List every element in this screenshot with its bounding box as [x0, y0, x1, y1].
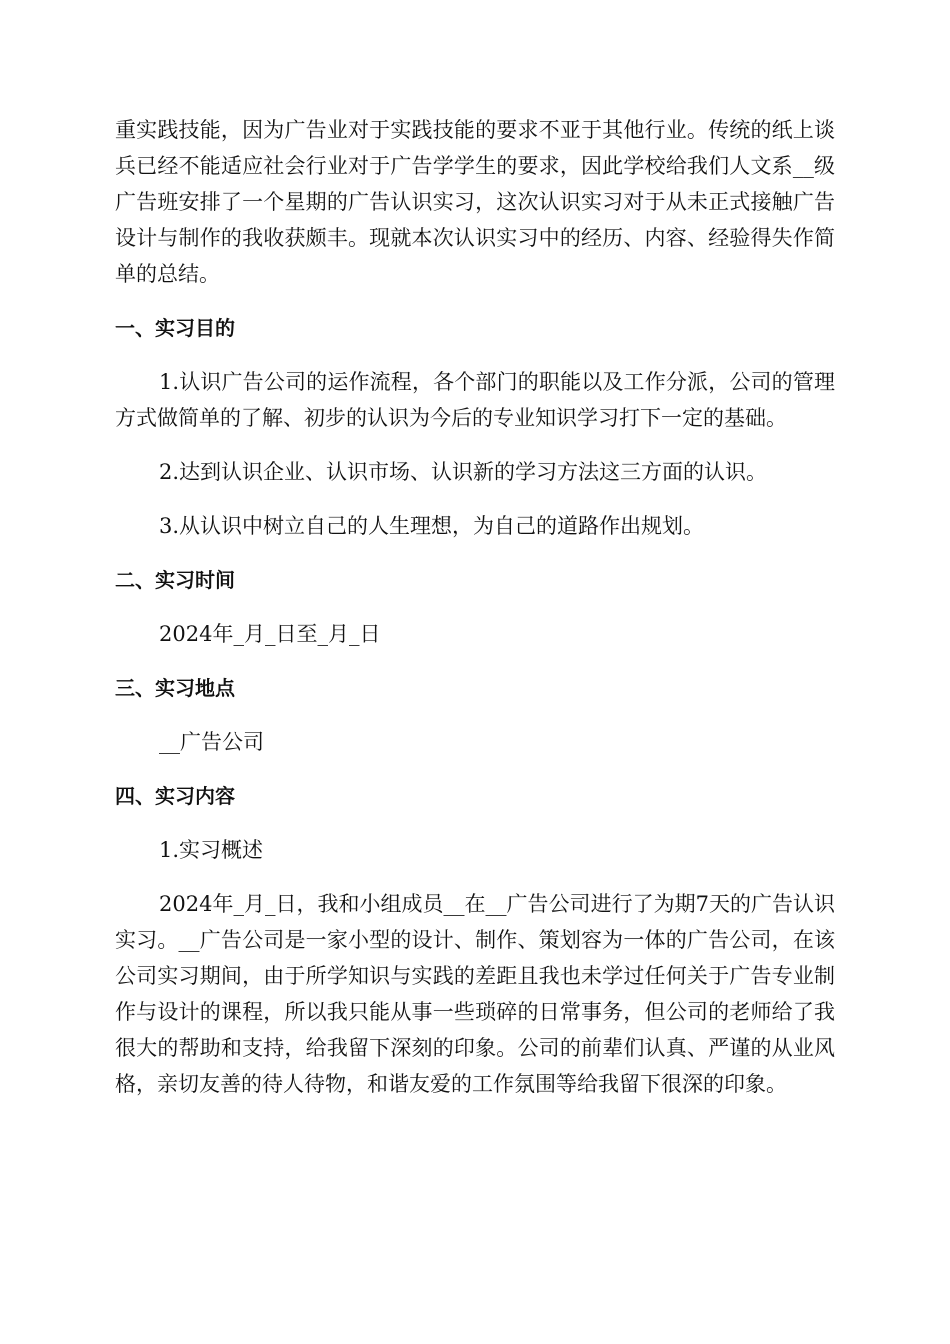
internship-time-text: 2024年_月_日至_月_日 [159, 622, 381, 646]
content-subheading: 1.实习概述 [159, 838, 264, 862]
purpose-item-2: 2.达到认识企业、认识市场、认识新的学习方法这三方面的认识。 [159, 460, 768, 484]
section-heading-content: 四、实习内容 [115, 784, 235, 808]
internship-location-text: __广告公司 [159, 730, 264, 754]
content-overview-paragraph: 2024年_月_日，我和小组成员__在__广告公司进行了为期7天的广告认识实习。__广告公司是一家小型的设计、制作、策划容为一体的广告公司，在该公司实习期间，由于所学知识与实践的差距且我也未学过任何关于广告专业制作与设计的课程，所以我只能从事一些琐碎的日常事务，但公司的老师给了我很大的帮助和支持，给我留下深刻的印象。公司的前辈们认真、严谨的从业风格，亲切友善的待人待物，和谐友爱的工作氛围等给我留下很深的印象。 [115, 892, 835, 1096]
intro-paragraph: 重实践技能，因为广告业对于实践技能的要求不亚于其他行业。传统的纸上谈兵已经不能适应社会行业对于广告学学生的要求，因此学校给我们人文系__级广告班安排了一个星期的广告认识实习，这次认识实习对于从未正式接触广告设计与制作的我收获颇丰。现就本次认识实习中的经历、内容、经验得失作简单的总结。 [115, 118, 835, 286]
document-page [115, 112, 835, 1102]
section-heading-location: 三、实习地点 [115, 676, 235, 700]
section-heading-purpose: 一、实习目的 [115, 316, 235, 340]
purpose-item-1: 1.认识广告公司的运作流程，各个部门的职能以及工作分派，公司的管理方式做简单的了解、初步的认识为今后的专业知识学习打下一定的基础。 [115, 370, 835, 430]
purpose-item-3: 3.从认识中树立自己的人生理想，为自己的道路作出规划。 [159, 514, 705, 538]
section-heading-time: 二、实习时间 [115, 568, 235, 592]
